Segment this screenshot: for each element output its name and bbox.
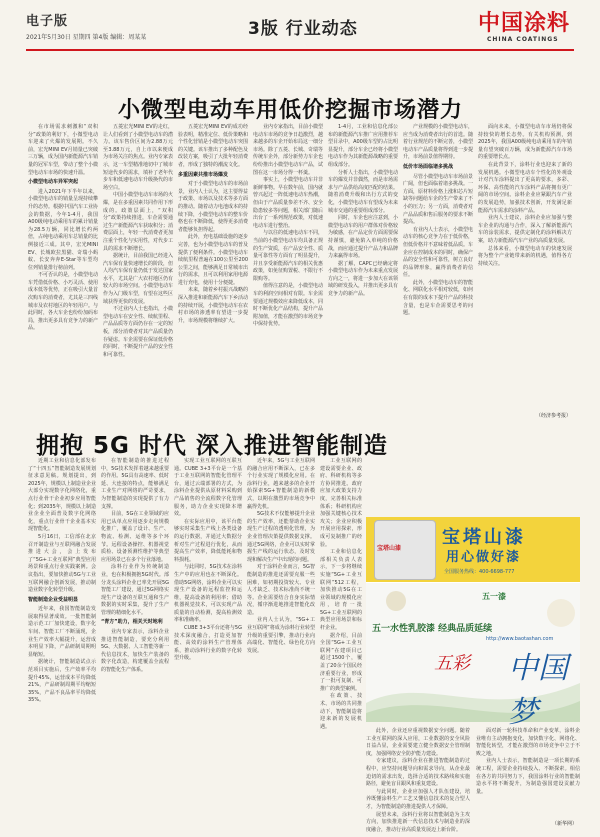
paragraph: 对于小微型电动车的市场前景，业内人士认为，这主要得益于政策、市场以及技术等多方面的推动。随着动力电池成本的持续下降，小微型电动车的整车价格也在不断降低，使得更多消费者能够负担得起。	[178, 181, 249, 233]
paragraph: 事实上，小微型电动车并非新鲜事物。早在数年前，国内就曾兴起过一阵低速电动车热潮，但由于产品质量参差不齐、安全隐患较多等问题，相关部门随后出台了一系列规范政策，对低速电动车进行整治。	[253, 177, 324, 229]
paragraph: 此外，小微型电动车的智能化、网联化水平相对较低，如何在有限的成本下提升产品的科技含量，也是车企需要思考的问题。	[403, 279, 474, 317]
ad-phone: 全国服务热线：400-6698-777	[444, 569, 515, 575]
article1-column	[403, 124, 473, 420]
section-name: 电子版	[26, 14, 69, 29]
paragraph: 近期工业和信息化部发布了“十四五”智能制造发展规划征求意见稿。规划提出，到2025年，规模以上制造业企业大部分实现数字化网络化，重点行业骨干企业初步应用智能化；到2035年，规模以上制造业企业全面普及数字化网络化，重点行业骨干企业基本实现智能化。	[28, 458, 96, 533]
article2-column	[247, 458, 315, 826]
article1-column	[178, 124, 248, 420]
paint-can-image	[374, 520, 436, 580]
ad-slogan: 用心做好漆	[446, 550, 522, 565]
paragraph: 业内人士建议，涂料企业应加强与整车企业的沟通与合作，深入了解新能源汽车的涂装需求，提供定制化的涂料解决方案，助力新能源汽车产业的高质量发展。	[478, 215, 572, 244]
ad-bottom-panel	[366, 583, 580, 730]
paragraph: 总体来看，小微型电动车的快速发展将为整个产业链带来新的机遇，值得各方持续关注。	[478, 245, 572, 267]
paragraph: 五菱宏光MINI EV的成功经验表明，精准定位、低价策略和个性化营销是小微型电动车突围的关键。该车推出了多种配色及改装方案，吸引了大批年轻消费者，形成了独特的潮流文化。	[178, 124, 249, 168]
article2-column	[101, 458, 169, 826]
article2-column	[366, 728, 470, 833]
paragraph: 专家建议，涂料企业在推进智能制造的过程中，应坚持问题导向和需求导向，从企业最迫切的需求出发，选择合适的技术路线和实施路径，避免盲目跟风和重复建设。	[366, 758, 470, 788]
article1-column	[478, 124, 572, 410]
paragraph: 在智能制造的推进过程中，5G技术发挥着越来越重要的作用。5G具有高速率、低时延、大连接的特点，能够满足工业生产对网络的严苛要求，为智能制造的实现提供了有力支撑。	[101, 458, 169, 510]
paragraph: 业内专家表示，涂料企业推进智能制造，要充分利用5G、大数据、人工智能等新一代信息技术，加快生产装备的数字化改造，构建覆盖全流程的智能化生产体系。	[101, 629, 169, 674]
article1-column	[103, 124, 173, 420]
article1-column	[253, 124, 323, 420]
paragraph: 5月16日，工信部在北京召开制造业与互联网融合发展推进大会，会上发布了“5G+工业互联网”典型应用场景和重点行业实践案例。会议指出，要加快推动5G与工业互联网融合创新发展，推动制造业数字化转型升级。	[28, 533, 96, 594]
paragraph: 产业规模的小微型电动车，应当成为消费者出行的首选。随着行业规范的不断完善，小微型电动车产品质量将得到进一步提升，市场前景值得期待。	[403, 124, 474, 161]
page-title: 3版 行业动态	[248, 19, 358, 39]
paragraph: 面向未来，小微型电动车市场仍将保持较快的增长态势。有关机构预测，到2025年，我国A00级纯电动乘用车的年销量有望突破百万辆，成为新能源汽车市场的重要增长点。	[478, 124, 572, 161]
article2-column	[174, 458, 242, 826]
paragraph: 中国小微型电动车市场的火爆，是在多重因素共同作用下形成的。政策层面上，“双积分”政策持续推进，车企需要通过生产新能源汽车获取积分；消费层面上，年轻一代消费者更加注重个性化与实用性，对代步工具的需求不断增长。	[103, 192, 174, 252]
paragraph: 在政策、技术、市场的共同推动下，智能制造将迎来新的发展机遇。	[320, 693, 362, 730]
paragraph: 据统计，智能制造试点示范项目实施后，生产效率平均提升45%，运营成本平均降低21%，产品研制周期平均缩短35%，产品不良品率平均降低35%。	[28, 659, 96, 704]
paragraph: 同时，车企也应注意到，小微型电动车的用户群体对价格较为敏感，在产品定价方面需要保持谨慎，避免陷入单纯的价格战，而应通过提升产品力和品牌力来赢得市场。	[328, 215, 399, 260]
paragraph: 业内人士认为，“5G+工业互联网”将成为涂料行业转型升级的重要引擎，推动行业向高端化、智能化、绿色化方向发展。	[247, 617, 315, 654]
paragraph: 据介绍，目前全国“5G+工业互联网”在建项目已超过1500个，覆盖了20余个国民经济重要行业，形成了一批可复制、可推广的典型案例。	[320, 632, 362, 692]
article2-headline: 拥抱 5G 时代 深入推进智能制造	[36, 433, 388, 459]
ad-script-blue: 中国梦	[508, 651, 568, 730]
paragraph: 五菱宏光MINI EV的走红，让人们看到了小微型电动车的潜力。该车售价区间为2.88万元至3.88万元，自上市以来便成为市场关注的焦点。业内专家表示，这一车型精准地切中了城市短途代步的需求，填补了老年代步车和低速电动车升级换代的市场空白。	[103, 124, 174, 191]
paragraph: 在市场需求刺激和“双积分”政策的利好下，小微型电动车迎来了火爆的发展期。不久前，宏光MINI EV月销量已突破三万辆，成为国内新能源汽车销量的冠军车型，带动了整个小微型电动车市场的快速升温。	[28, 124, 99, 176]
ad-script-red: 五彩	[434, 653, 470, 674]
logo-english: CHINA COATINGS	[487, 36, 559, 43]
article1-source: （经济参考报）	[536, 413, 572, 419]
masthead-rule	[26, 49, 574, 51]
paragraph: 业内专家指出，目前小微型电动车市场的竞争日趋激烈，越来越多的车企开始布局这一细分市场。除了五菱、长城、奇瑞等传统车企外，部分新势力车企也纷纷推出小微型电动车产品，试图在这一市场分得一杯羹。	[253, 124, 324, 176]
subheading: 多重因素共推市场爆发	[178, 171, 229, 178]
paragraph: 此外，企业还应重视数据安全问题。随着工业互联网的深入应用，工业数据的安全风险日益凸显，企业需要建立健全数据安全管理制度，加强网络安全防护能力建设。	[366, 728, 470, 757]
paragraph: 据了解，CAPC已经确定将小微型电动车作为未来重点发展方向之一，将进一步加大在该领域的研发投入，并推出更多具有竞争力的新产品。	[328, 260, 399, 298]
paragraph: 有业内人士表示，小微型电动车的核心竞争力在于低价格，但低价格并不意味着低品质。车企应在控制成本的同时，确保产品的安全性和可靠性，树立良好的品牌形象，赢得消费者的信任。	[403, 226, 474, 279]
paragraph: 进入2021年下半年以来，小微型电动车的销量呈现持续攀升的态势。根据中国汽车工业协会的数据，今年1-4月，我国A00级纯电动乘用车的累计销量为28.5万辆，同比增长约两倍，占纯电动乘用车总销量的比例接近三成。其中，宏光MINI EV、长城欧拉黑猫、奇瑞小蚂蚁、长安奔奔E-Star等车型均位列销量排行榜前列。	[28, 188, 99, 271]
ad-url[interactable]: http://www.baotashan.com	[486, 636, 554, 642]
paragraph: 工业和信息化部相关负责人表示，下一步将继续实施“5G+工业互联网”512工程，加快推动5G在工业领域的规模化应用，培育一批5G+工业互联网的典型应用场景和标杆企业。	[320, 549, 362, 632]
paragraph: CUBE 3+3平台还将与5G技术深度融合，打造更加智能、高效的涂料生产管理体系，推动涂料行业的数字化转型升级。	[174, 625, 242, 662]
ad-tagline: 五一水性乳胶漆 经典品质延续	[372, 624, 493, 634]
paragraph: 值得注意的是，小微型电动车的利润空间相对有限。车企需要通过规模效应来降低成本，同时不断优化产品结构，提升产品附加值，才能在激烈的市场竞争中保持优势。	[253, 283, 324, 328]
paragraph: 据统计，目前我国已经进入汽车保有量快速增长的阶段，但人均汽车保有量仍低于发达国家水平，尤其是广大农村地区仍有较大的市场空间。小微型电动车作为入门级车型，有望在这些区域获得更快的发展。	[103, 253, 174, 305]
paint-can-label: 宝塔山漆	[377, 545, 402, 552]
article2-column	[476, 728, 580, 818]
article2-column	[28, 458, 96, 826]
paragraph: 此外，充电基础设施的逐步完善，也为小微型电动车的普及提供了便利条件。小微型电动车续航里程普遍在100公里至200公里之间，能够满足日常城市出行的需求，且可以利用家用电源进行充电，使用十分便捷。	[178, 234, 249, 286]
paragraph: 涂料行业作为传统制造业，也在积极拥抱5G时代。部分龙头涂料企业已率先开展5G智能工厂建设，通过5G网络实现生产设备的互联互通和生产数据的实时采集，提升了生产管理的精细化水平。	[101, 564, 169, 616]
paragraph: 面对新一轮科技革命和产业变革，涂料企业唯有主动拥抱变化，加快数字化、网络化、智能化转型，才能在激烈的市场竞争中立于不败之地。	[476, 728, 580, 757]
ad-brand: 宝塔山漆	[442, 527, 526, 548]
subheading: 低价市场面临诸多挑战	[403, 163, 454, 170]
paragraph: 1-4月，工业和信息化部公布的新能源汽车推广应用推荐车型目录中，A00级车型的占比明显提升，部分车企已经将小微型电动车作为其新能源战略的重要组成部分。	[328, 124, 399, 168]
paragraph: 近年来，我国智能制造发展取得显著成效。一批智能制造示范工厂加快建设，数字化车间、智能工厂不断涌现，企业生产效率大幅提升，运营成本明显下降，产品研制周期明显缩短。	[28, 606, 96, 658]
date-line: 2021年5月30日 星期四 第4版 编辑：周某某	[26, 34, 147, 41]
ad-top-banner	[366, 517, 580, 582]
paragraph: 实现工业互联网的互联互通。CUBE 3+3平台是一个基于工业互联网的智能化管理平台，通过云端部署的方式，为涂料企业提供从原材料采购到产品销售的全流程数字化管理服务，助力企业实现降本增效。	[174, 458, 242, 518]
article1-headline: 小微型电动车用低价挖掘市场潜力	[118, 98, 464, 123]
paragraph: 与此同时，企业应加强人才队伍建设，培养既懂涂料生产工艺又懂信息技术的复合型人才，为智能制造的推进提供人才保障。	[366, 788, 470, 810]
paragraph: 在实际应用中，该平台能够实时采集生产线上各类设备的运行数据，并通过大数据分析对生产过程进行优化，从而提高生产效率，降低能耗和物料损耗。	[174, 518, 242, 563]
article1-column	[28, 124, 98, 420]
paragraph: 未来，随着乡村振兴战略的深入推进和新能源汽车下乡活动的持续开展，小微型电动车在农村市场的渗透率有望进一步提升，市场规模将继续扩大。	[178, 287, 249, 324]
advertisement[interactable]	[366, 517, 580, 730]
ad-subbrand: 五一漆	[482, 592, 506, 601]
paragraph: 对于涂料企业而言，5G智能制造的推进还需要克服一些困难，如初期投资较大、专业人才缺乏、技术标准尚不统一等。企业需要结合自身实际情况，循序渐进地推进智能化改造。	[247, 564, 315, 616]
paragraph: 5G技术不仅能够提升企业的生产效率，还能帮助企业实现生产过程的透明化管理，为企业管理决策提供数据支撑。通过5G网络，企业可以实时掌握生产线的运行状态，及时发现和解决生产中出现的问题。	[247, 511, 315, 563]
paragraph: 尽管小微型电动车市场前景广阔，但也面临着诸多挑战。一方面，原材料价格上涨和芯片短缺等问题给车企的生产带来了不小的压力；另一方面，消费者对产品品质和售后服务的要求不断提高。	[403, 173, 474, 226]
paragraph: 工业互联网的建设需要企业、政府、科研机构等多方协同推进。政府应加大政策支持力度，完善相关标准体系；科研机构应加强关键核心技术攻关；企业应积极开展应用探索，形成可复制推广的经验。	[320, 458, 362, 548]
paragraph: 不可否认的是，小微型电动车凭借低价格、小巧灵活、使用成本低等优势，正在吸引大量首次购车的消费者，尤其是三四线城市及农村地区的年轻用户。与此同时，各大车企也纷纷加码布局，推出更多具有竞争力的新产品。	[28, 272, 99, 332]
paragraph: 分析人士指出，小微型电动车的爆发并非偶然，而是市场需求与产品供给高度匹配的结果。随着消费升级和出行方式的变化，小微型电动车有望成为未来城市交通的重要组成部分。	[328, 169, 399, 214]
subheading: “青方”助力，相关天时地利	[101, 619, 163, 626]
subheading: 小微型电动车异军突起	[28, 179, 79, 186]
paragraph: 业内人士表示，智能制造是一项长期的系统工程，需要企业持续投入、不断探索。相信在各方的共同努力下，我国涂料行业的智能制造水平将不断提升，为制造强国建设贡献力量。	[476, 758, 580, 795]
paragraph: 展望未来，涂料行业将以智能制造为主攻方向，加快推进新一代信息技术与制造业的深度融合，推动行业高质量发展迈上新台阶。	[366, 811, 470, 833]
article2-source: （新华网）	[552, 821, 578, 827]
paragraph: 目前，5G在工业领域的应用已从单点应用逐步走向规模化推广，覆盖了设计、生产、物流、检测、运维等多个环节。远程设备操控、机器视觉质检、设备预测性维护等典型应用场景已在多个行业落地。	[101, 511, 169, 563]
subheading: 智能制造企业受益明显	[28, 596, 79, 603]
paragraph: 不过业内人士也指出，小微型电动车在安全性、续航里程、产品品质等方面仍存在一定的短板，部分消费者对其产品质量仍存疑虑。车企需要在保证低价格的同时，不断提升产品的安全性和可靠性。	[103, 306, 174, 358]
article2-column	[320, 458, 362, 826]
paragraph: 与以往的低速电动车不同，当前的小微型电动车均具备正规的生产资质，在产品安全性、质量可靠性等方面有了明显提升，并且享受新能源汽车的相关优惠政策，如免征购置税、不限行不限购等。	[253, 230, 324, 282]
logo-chinese: 中国涂料	[478, 11, 571, 36]
paragraph: 在此背景下，涂料行业也迎来了新的发展机遇。小微型电动车个性化的外观设计对汽车涂料提出了更高的要求，多彩、环保、高性能的汽车涂料产品将拥有更广阔的市场空间。涂料企业应紧跟汽车产业的发展趋势，加强技术创新，开发满足新能源汽车需求的涂料产品。	[478, 161, 572, 214]
paragraph: 近年来，5G与工业互联网的融合应用不断深入，已在多个行业实现了规模化应用。在涂料行业，越来越多的企业开始探索5G+智能制造的新模式，以期在激烈的市场竞争中赢得先机。	[247, 458, 315, 510]
article1-column	[328, 124, 398, 420]
paragraph: 与此同时，5G技术在涂料生产中的应用也在不断深化。借助5G网络，涂料企业可以实现生产设备的远程监控和运维，提高设备的利用率；借助机器视觉技术，可以实现产品质量的自动检测，提高检测效率和准确率。	[174, 564, 242, 624]
